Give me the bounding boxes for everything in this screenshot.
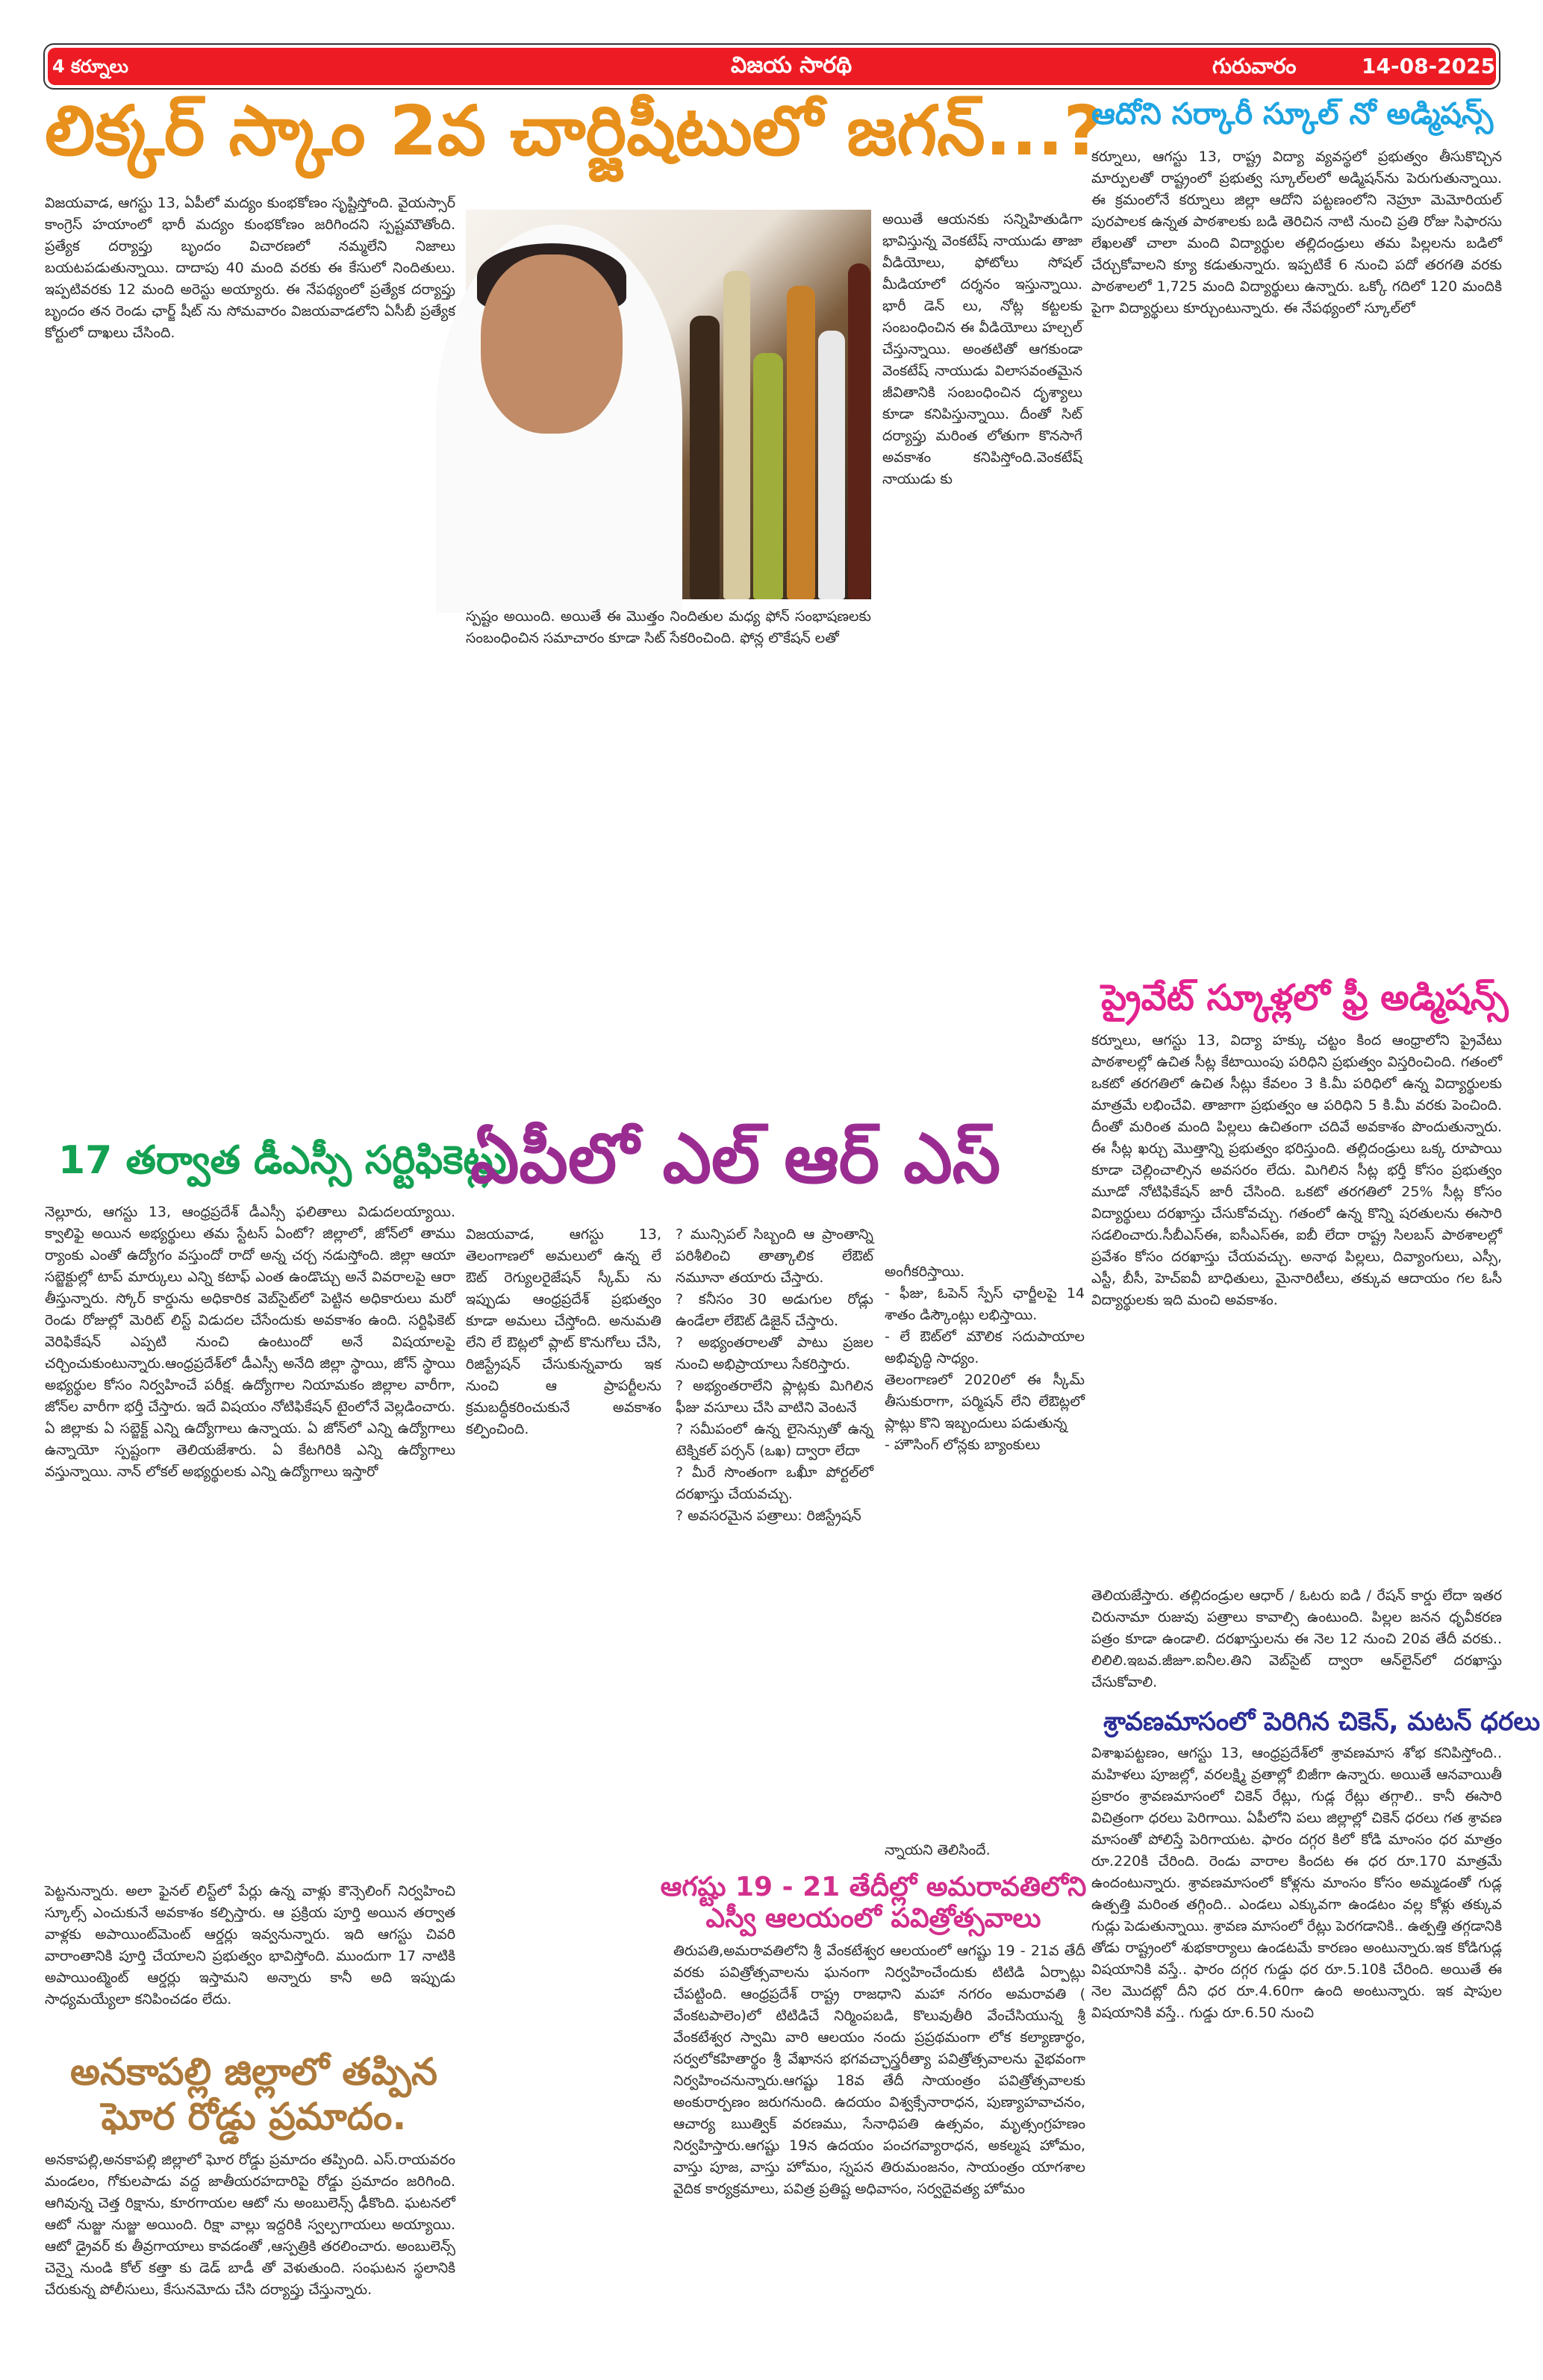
person-figure	[436, 225, 682, 613]
lead-body-col2: స్పష్టం అయింది. అయితే ఈ మొత్తం నిందితుల మధ్య ఫోన్ సంభాషణలకు సంబంధించిన సమాచారం కూడా సిట్ సేకరించింది. ఫోన్ల లొకేషన్ లతో	[466, 608, 871, 646]
lrs-headline: ఏపీలో ఎల్ ఆర్ ఎస్	[470, 1119, 1001, 1199]
lead-body-col3: అయితే ఆయనకు సన్నిహితుడిగా భావిస్తున్న వెంకటేష్ నాయుడు తాజా వీడియోలు, ఫోటోలు సోషల్ మీడియాలో దర్శనం ఇస్తున్నాయి. భారీ డెన్ లు, నోట్ల కట్టలకు సంబంధించిన ఈ వీడియోలు హల్చల్ చేస్తున్నాయి. అంతటితో ఆగకుండా వెంకటేష్ నాయుడు విలాసవంతమైన జీవితానికి సంబంధించిన దృశ్యాలు కూడా కనిపిస్తున్నాయి. దీంతో సిట్ దర్యాప్తు మరింత లోతుగా కొనసాగే అవకాశం కనిపిస్తోంది.వెంకటేష్ నాయుడు కు	[882, 211, 1082, 487]
page-number: 4 కర్నూలు	[52, 56, 128, 77]
lrs-body-col3-tail: న్నాయని తెలిసిందే.	[885, 1842, 991, 1858]
dsc-body-tail: పెట్టనున్నారు. అలా ఫైనల్ లిస్ట్‌లో పేర్లు ఉన్న వాళ్లు కౌన్సెలింగ్ నిర్వహించి స్కూల్స్ ఎంచుకునే అవకాశం కల్పిస్తారు. ఆ ప్రక్రియ పూర్తి అయిన తర్వాత వాళ్లకు అపాయింట్‌మెంట్ ఆర్డర్లు ఇవ్వనున్నారు. ఇది ఆగస్టు చివరి వారాంతానికి పూర్తి చేయాలని ప్రభుత్వం భావిస్తోంది. ముందుగా 17 నాటికి అపాయింట్మెంట్ ఆర్డర్లు ఇస్తామని అన్నారు కానీ అది ఇప్పుడు సాధ్యమయ్యేలా కనిపించడం లేదు.	[45, 1883, 455, 2008]
lrs-body-col3: అంగీకరిస్తాయి. - ఫీజు, ఓపెన్ స్పేస్ ఛార్జీలపై 14 శాతం డిస్కౌంట్లు లభిస్తాయి. - లే ఔట్‌లో మౌలిక సదుపాయాల అభివృద్ధి సాధ్యం. తెలంగాణలో 2020లో ఈ స్కీమ్ తీసుకురాగా, పర్మిషన్ లేని లేఔట్లలో ప్లాట్లు కొని ఇబ్బందులు పడుతున్న - హౌసింగ్ లోన్లకు బ్యాంకులు	[885, 1264, 1085, 1453]
masthead	[43, 43, 1500, 90]
newspaper-name: విజయ సారథి	[731, 52, 852, 78]
lead-body-col1: విజయవాడ, ఆగస్టు 13, ఏపీలో మద్యం కుంభకోణం సృష్టిస్తోంది. వైయస్సార్ కాంగ్రెస్ హయాంలో భారీ మద్యం కుంభకోణం జరిగిందని స్పష్టమౌతోంది. ప్రత్యేక దర్యాప్తు బృందం విచారణలో నమ్మలేని నిజాలు బయటపడుతున్నాయి. దాదాపు 40 మంది వరకు ఈ కేసులో నిందితులు. ఇప్పటివరకు 12 మంది అరెస్టు అయ్యారు. ఈ నేపథ్యంలో ప్రత్యేక దర్యాప్తు బృందం తన రెండు ఛార్జ్ షీట్ ను సోమవారం విజయవాడలోని ఏసీబీ ప్రత్యేక కోర్టులో దాఖలు చేసింది.	[45, 195, 455, 341]
chicken-headline: శ్రావణమాసంలో పెరిగిన చికెన్, మటన్ ధరలు	[1103, 1707, 1541, 1737]
temple-headline-line2: ఎస్వీ ఆలయంలో పవిత్రోత్సవాలు	[705, 1903, 1041, 1934]
lrs-body-col1: విజయవాడ, ఆగస్టు 13, తెలంగాణలో అమలులో ఉన్న లే ఔట్ రెగ్యులరైజేషన్ స్కీమ్ ను ఇప్పుడు ఆంధ్రప్రదేశ్ ప్రభుత్వం కూడా అమలు చేస్తోంది. అనుమతి లేని లే ఔట్లలో ప్లాట్ కొనుగోలు చేసి, రిజిస్ట్రేషన్ చేసుకున్నవారు ఇక నుంచి ఆ ప్రాపర్టీలను క్రమబద్ధీకరించుకునే అవకాశం కల్పించింది.	[466, 1226, 661, 1437]
lead-headline: లిక్కర్ స్కాం 2వ చార్జిషీటులో జగన్...?	[45, 91, 1103, 171]
accident-headline-line1: అనకాపల్లి జిల్లాలో తప్పిన	[70, 2050, 437, 2093]
accident-body: అనకాపల్లి,అనకాపల్లి జిల్లాలో ఘోర రోడ్డు ప్రమాదం తప్పింది. ఎస్.రాయవరం మండలం, గోకులపాడు వద్ద జాతీయరహదారిపై రోడ్డు ప్రమాదం జరిగింది. ఆగివున్న చెత్త రిక్షాను, కూరగాయల ఆటో ను అంబులెన్స్ ఢీకొంది. ఘటనలో ఆటో నుజ్జు నుజ్జు అయింది. రిక్షా వాల్లు ఇద్దరికి స్వల్పగాయలు అయ్యాయి. ఆటో డ్రైవర్ కు తీవ్రగాయాలు కావడంతో ,ఆస్పత్రికి తరలించారు. అంబులెన్స్ చెన్నై నుండి కోల్ కత్తా కు డెడ్ బాడీ తో వెళుతుంది. సంఘటన స్థలానికి చేరుకున్న పోలీసులు, కేసునమోదు చేసి దర్యాప్తు చేస్తున్నారు.	[45, 2152, 455, 2298]
temple-headline-line1: ఆగష్టు 19 - 21 తేదీల్లో అమరావతిలోని	[660, 1872, 1087, 1902]
temple-body: తిరుపతి,అమరావతిలోని శ్రీ వేంకటేశ్వర ఆలయంలో ఆగష్టు 19 - 21వ తేదీ వరకు పవిత్రోత్సవాలను ఘనంగా నిర్వహించేందుకు టిటిడి ఏర్పాట్లు చేపట్టింది. ఆంధ్రప్రదేశ్ రాష్ట్ర రాజధాని మహా నగరం అమరావతి ( వేంకటపాలెం)లో టిటిడిచే నిర్మింపబడి, కొలువుతీరి వేంచేసియున్న శ్రీ వేంకటేశ్వర స్వామి వారి ఆలయం నందు ప్రప్రథమంగా లోక కల్యాణార్థం, సర్వలోకహితార్థం శ్రీ వేఖానస భగవచ్ఛాస్త్రరీత్యా పవిత్రోత్సవాలను వైభవంగా నిర్వహించనున్నారు.ఆగష్టు 18వ తేదీ సాయంత్రం పవిత్రోత్సవాలకు అంకురార్పణం జరుగనుంది. ఉదయం విశ్వక్సేనారాధన, పుణ్యాహవాచనం, ఆచార్య ఋత్విక్ వరణము, సేనాధిపతి ఉత్సవం, మృత్సంగ్రహణం నిర్వహిస్తారు.ఆగష్టు 19న ఉదయం పంచగవ్యారాధన, అకల్మష హోమం, వాస్తు పూజ, వాస్తు హోమం, స్నపన తిరుమంజనం, సాయంత్రం యాగశాల వైదిక కార్యక్రమాలు, పవిత్ర ప్రతిష్ట అధివాసం, సర్వదైవత్య హోమం	[673, 1943, 1085, 2197]
accident-headline-line2: ఘోర రోడ్డు ప్రమాదం.	[101, 2095, 407, 2138]
private-headline: ప్రైవేట్ స్కూళ్లలో ఫ్రీ అడ్మిషన్స్	[1101, 977, 1509, 1019]
masthead-bar	[48, 48, 1496, 85]
adoni-headline: ఆదోని సర్కారీ స్కూల్ నో అడ్మిషన్స్	[1091, 97, 1494, 131]
adoni-body: కర్నూలు, ఆగస్టు 13, రాష్ట్ర విద్యా వ్యవస్థలో ప్రభుత్వం తీసుకొచ్చిన మార్పులతో రాష్ట్రంలో ప్రభుత్వ స్కూల్‌లలో అడ్మిషన్‌ను పెరుగుతున్నాయి. ఈ క్రమంలోనే కర్నూలు జిల్లా ఆదోని పట్టణంలోని నెహ్రూ మెమోరియల్ పురపాలక ఉన్నత పాఠశాలకు బడి తెరిచిన నాటి నుంచి ప్రతి రోజు సిఫారసు లేఖలతో చాలా మంది విద్యార్థుల తల్లిదండ్రులు తమ పిల్లలను బడిలో చేర్చుకోవాలని క్యూ కడుతున్నారు. ఇప్పటికే 6 నుంచి పదో తరగతి వరకు పాఠశాలలో 1,725 మంది విద్యార్థులు ఉన్నారు. ఒక్కో గదిలో 120 మందికి పైగా విద్యార్థులు కూర్చుంటున్నారు. ఈ నేపథ్యంలో స్కూల్‌లో	[1091, 149, 1502, 316]
chicken-body: విశాఖపట్టణం, ఆగస్టు 13, ఆంధ్రప్రదేశ్‌లో శ్రావణమాస శోభ కనిపిస్తోంది.. మహిళలు పూజల్లో, వరలక్ష్మి వ్రతాల్లో బిజీగా ఉన్నారు. అయితే ఆనవాయితీ ప్రకారం శ్రావణమాసంలో చికెన్ రేట్లు, గుడ్ల రేట్లు తగ్గాలి.. కానీ ఈసారి విచిత్రంగా ధరలు పెరిగాయి. ఏపీలోని పలు జిల్లాల్లో చికెన్ ధరలు గత శ్రావణ మాసంతో పోలిస్తే పెరిగాయట. ఫారం దగ్గర కిలో కోడి మాంసం ధర మాత్రం రూ.220కి చేరింది. రెండు వారాల కిందట ఈ ధర రూ.170 మాత్రమే ఉందంటున్నారు. శ్రావణమాసంలో కోళ్లను మాంసం కోసం అమ్మడంతో గుడ్ల ఉత్పత్తి మరింత తగ్గింది.. ఎండలు ఎక్కువగా ఉండటం వల్ల కోళ్లు తక్కువ గుడ్లు పెడుతున్నాయి. శ్రావణ మాసంలో రేట్లు పెరగడానికి.. ఉత్పత్తి తగ్గడానికి తోడు రాష్ట్రంలో శుభకార్యాలు ఉండటమే కారణం అంటున్నారు.ఇక కోడిగుడ్ల విషయానికి వస్తే.. ఫారం దగ్గర గుడ్డు ధర రూ.5.10కి చేరింది. అయితే ఈ నెల మొదట్లో దీని ధర రూ.4.60గా ఉంది అంటున్నారు. ఇక షాపుల విషయానికి వస్తే.. గుడ్డు రూ.6.50 నుంచి	[1091, 1745, 1502, 2021]
dsc-body: నెల్లూరు, ఆగస్టు 13, ఆంధ్రప్రదేశ్ డీఎస్సీ ఫలితాలు విడుదలయ్యాయి. క్వాలిఫై అయిన అభ్యర్థులు తమ స్టేటస్ ఏంటో? జిల్లాలో, జోన్‌లో తాము ర్యాంకు ఎంతో ఉద్యోగం వస్తుందో రాదో అన్న చర్చ నడుస్తోంది. జిల్లా ఆయా సబ్జెక్టుల్లో టాప్ మార్కులు ఎన్ని కటాఫ్ ఎంత ఉండొచ్చు అనే వివరాలపై ఆరా తీస్తున్నారు. స్కోర్ కార్డును అధికారిక వెబ్‌సైట్‌లో పెట్టిన అధికారులు మరో రెండు రోజుల్లో మెరిట్ లిస్ట్ విడుదల చేసేందుకు అవకాశం ఉంది. సర్టిఫికెట్ వెరిఫికేషన్ ఎప్పటి నుంచి ఉంటుందో అనే విషయాలపై చర్చించుకుంటున్నారు.ఆంధ్రప్రదేశ్‌లో డీఎస్సీ అనేది జిల్లా స్థాయి, జోన్ స్థాయి అభ్యర్థుల కోసం నిర్వహించే పరీక్ష. ఉద్యోగాల నియామకం జిల్లాల వారీగా, జోన్‌ల వారీగా భర్తీ చేస్తారు. ఇదే విషయం నోటిఫికేషన్ టైంలోనే వెల్లడించారు. ఏ జిల్లాకు ఏ సబ్జెక్ట్ ఎన్ని ఉద్యోగాలు ఉన్నాయ. ఏ జోన్‌లో ఎన్ని ఉద్యోగాలు ఉన్నాయో స్పష్టంగా తెలియజేశారు. ఏ కేటగిరికి ఎన్ని ఉద్యోగాలు వస్తున్నాయి. నాన్ లోకల్ అభ్యర్థులకు ఎన్ని ఉద్యోగాలు ఇస్తారో	[45, 1204, 455, 1480]
dsc-headline: 17 తర్వాత డీఎస్సీ సర్టిఫికెట్లు	[58, 1138, 507, 1183]
masthead-day: గురువారం	[1212, 54, 1297, 78]
lead-photo	[466, 210, 871, 599]
private-body-tail: తెలియజేస్తారు. తల్లిదండ్రుల ఆధార్ / ఓటరు ఐడి / రేషన్ కార్డు లేదా ఇతర చిరునామా రుజువు పత్రాలు కావాల్సి ఉంటుంది. పిల్లల జనన ధృవీకరణ పత్రం కూడా ఉండాలి. దరఖాస్తులను ఈ నెల 12 నుంచి 20వ తేదీ వరకు.. లిలిలి.ఇబవ.జీజూ.ఐనీల.తిని వెబ్‌సైట్ ద్వారా ఆన్‌లైన్‌లో దరఖాస్తు చేసుకోవాలి.	[1091, 1587, 1502, 1690]
private-body: కర్నూలు, ఆగస్టు 13, విద్యా హక్కు చట్టం కింద ఆంధ్రాలోని ప్రైవేటు పాఠశాలల్లో ఉచిత సీట్ల కేటాయింపు పరిధిని ప్రభుత్వం విస్తరించింది. గతంలో ఒకటో తరగతిలో ఉచిత సీట్లు కేవలం 3 కి.మీ పరిధిలో ఉన్న విద్యార్థులకు మాత్రమే లభించేవి. తాజాగా ప్రభుత్వం ఆ పరిధిని 5 కి.మీ వరకు పెంచింది. దీంతో మరింత మంది పిల్లలు ఉచితంగా చదివే అవకాశం పొందుతున్నారు. ఈ సీట్ల ఖర్చు మొత్తాన్ని ప్రభుత్వం భరిస్తుంది. తల్లిదండ్రులు ఒక్క రూపాయి కూడా చెల్లించాల్సిన అవసరం లేదు. మిగిలిన సీట్ల భర్తీ కోసం ప్రభుత్వం మూడో నోటిఫికేషన్ జారీ చేసింది. ఒకటో తరగతిలో 25% సీట్ల కోసం విద్యార్థులు దరఖాస్తు చేసుకోవచ్చు. గతంలో ఉన్న కొన్ని షరతులను ఈసారి సడలించారు.సీబీఎస్ఈ, ఐసీఎస్ఈ, ఐబీ లేదా రాష్ట్ర సిలబస్ పాఠశాలల్లో ప్రవేశం కోసం దరఖాస్తు చేయవచ్చు. అనాథ పిల్లలు, దివ్యాంగులు, ఎస్సీ, ఎస్టీ, బీసీ, హెచ్ఐవీ బాధితులు, మైనారిటీలు, తక్కువ ఆదాయం గల ఓసీ విద్యార్థులకు ఇది మంచి అవకాశం.	[1091, 1032, 1502, 1308]
lrs-body-col2: ? మున్సిపల్ సిబ్బంది ఆ ప్రాంతాన్ని పరిశీలించి తాత్కాలిక లేఔట్ నమూనా తయారు చేస్తారు. ? కనీసం 30 అడుగుల రోడ్లు ఉండేలా లేఔట్ డిజైన్ చేస్తారు. ? అభ్యంతరాలతో పాటు ప్రజల నుంచి అభిప్రాయాలు సేకరిస్తారు. ? అభ్యంతరాలేని ప్లాట్లకు మిగిలిన ఫీజు వసూలు చేసి వాటిని వెంటనే ? సమీపంలో ఉన్న లైసెన్సుతో ఉన్న టెక్నికల్ పర్సన్ (ఒఖ) ద్వారా లేదా ? మీరే సొంతంగా ఒఖీూ పోర్టల్‌లో దరఖాస్తు చేయవచ్చు. ? అవసరమైన పత్రాలు: రిజిస్ట్రేషన్	[676, 1226, 873, 1524]
masthead-date: 14-08-2025	[1362, 54, 1496, 78]
